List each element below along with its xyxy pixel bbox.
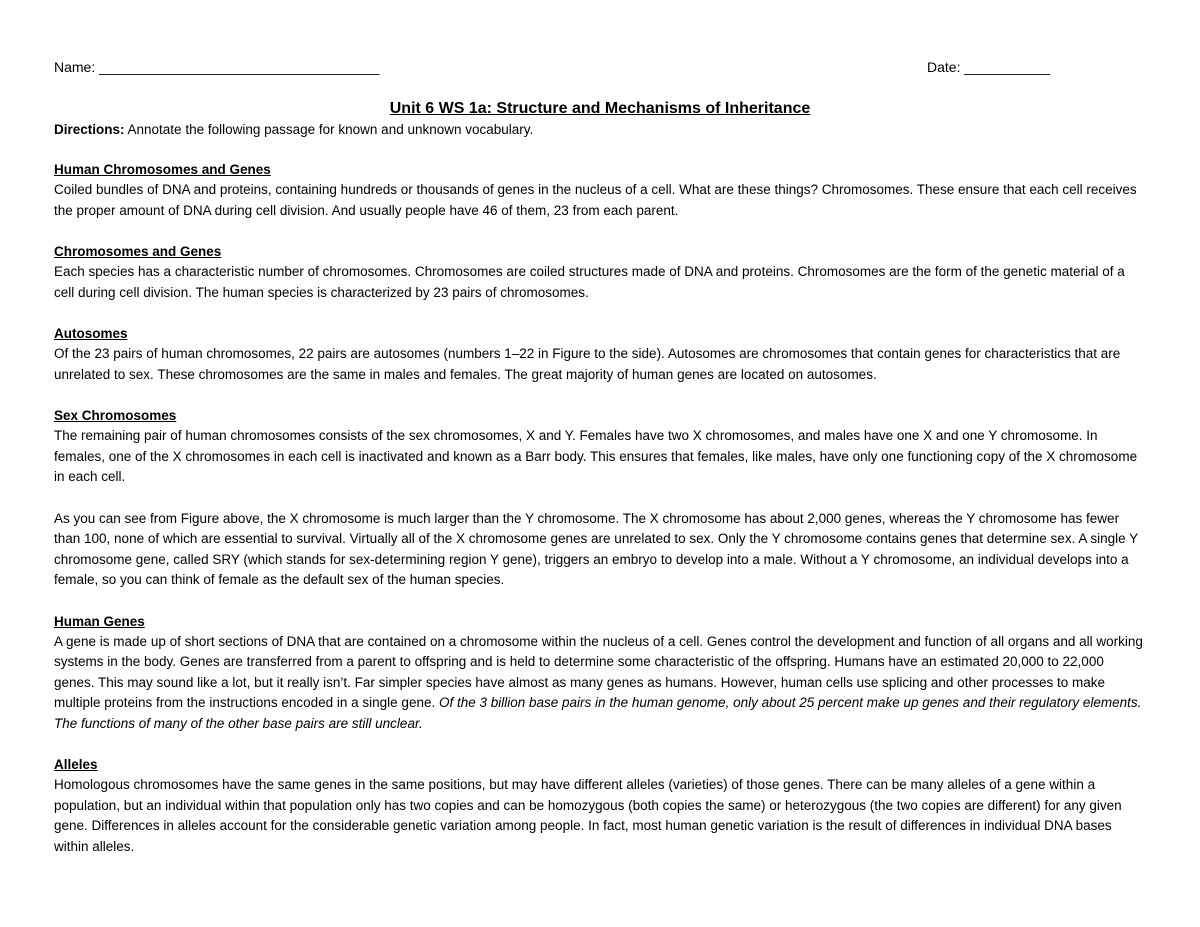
directions-label: Directions: — [54, 122, 125, 137]
section-heading-alleles: Alleles — [54, 757, 98, 772]
section-text-autosomes: Of the 23 pairs of human chromosomes, 22 pairs are autosomes (numbers 1–22 in Figure to the side). Autosomes are chromosomes that contain genes for characteristics that are unrelated to sex. These chromosomes are the same in males and females. The great majority of human genes are located on autosomes. — [54, 346, 1121, 382]
section-text-alleles: Homologous chromosomes have the same genes in the same positions, but may have different alleles (varieties) of those genes. There can be many alleles of a gene within a population, but an individual within that population only has two copies and can be homozygous (both copies the same) or heterozygous (the two copies are different) for any given gene. Differences in alleles account for the considerable genetic variation among people. In fact, most human genetic variation is the result of differences in individual DNA bases within alleles. — [54, 777, 1122, 854]
section-text-chromosomes-genes: Each species has a characteristic number of chromosomes. Chromosomes are coiled structures made of DNA and proteins. Chromosomes are the form of the genetic material of a cell during cell division. The human species is characterized by 23 pairs of chromosomes. — [54, 264, 1125, 300]
name-field[interactable]: Name: ____________________________________ — [54, 59, 380, 75]
section-heading-human-genes: Human Genes — [54, 613, 145, 629]
page-title: Unit 6 WS 1a: Structure and Mechanisms of Inheritance — [389, 100, 811, 117]
worksheet-page — [54, 56, 1146, 857]
section-text-human-genes — [54, 632, 1146, 735]
section-text-human-chromosomes: Coiled bundles of DNA and proteins, containing hundreds or thousands of genes in the nucleus of a cell. What are these things? Chromosomes. These ensure that each cell receives the proper amount of DNA during cell division. And usually people have 46 of them, 23 from each parent. — [54, 182, 1137, 218]
human-genes-body: A gene is made up of short sections of DNA that are contained on a chromosome within the nucleus of a cell. Genes control the development and function of all organs and all working systems in the body. Genes are transferred from a parent to offspring and is held to determine some characteristic of the offspring. Humans have an estimated 20,000 to 22,000 genes. This may sound like a lot, but it really isn’t. Far simpler species have almost as many genes as humans. However, human cells use splicing and other processes to make multiple proteins from the instructions encoded in a single gene. — [54, 633, 1143, 710]
section-heading-human-chromosomes: Human Chromosomes and Genes — [54, 162, 271, 177]
section-heading-autosomes: Autosomes — [54, 326, 128, 341]
directions-text: Annotate the following passage for known and unknown vocabulary. — [124, 122, 534, 137]
directions — [54, 120, 1146, 140]
date-field[interactable]: Date: ___________ — [927, 59, 1050, 75]
header-row — [54, 56, 1146, 78]
section-heading-chromosomes-genes: Chromosomes and Genes — [54, 244, 222, 259]
section-heading-sex-chromosomes: Sex Chromosomes — [54, 408, 177, 423]
section-text-sex-chromosomes: The remaining pair of human chromosomes consists of the sex chromosomes, X and Y. Females have two X chromosomes, and males have one X and one Y chromosome. In females, one of the X chromosomes in each cell is inactivated and known as a Barr body. This ensures that females, like males, have only one functioning copy of the X chromosome in each cell. — [54, 428, 1138, 484]
section-text-sex-chromosomes-2: As you can see from Figure above, the X chromosome is much larger than the Y chromosome. The X chromosome has about 2,000 genes, whereas the Y chromosome has fewer than 100, none of which are essential to survival. Virtually all of the X chromosome genes are unrelated to sex. Only the Y chromosome contains genes that determine sex. A single Y chromosome gene, called SRY (which stands for sex-determining region Y gene), triggers an embryo to develop into a male. Without a Y chromosome, an individual develops into a female, so you can think of female as the default sex of the human species. — [54, 510, 1138, 587]
human-genes-italic: Of the 3 billion base pairs in the human genome, only about 25 percent make up genes and their regulatory elements. The functions of many of the other base pairs are still unclear. — [54, 695, 1142, 731]
